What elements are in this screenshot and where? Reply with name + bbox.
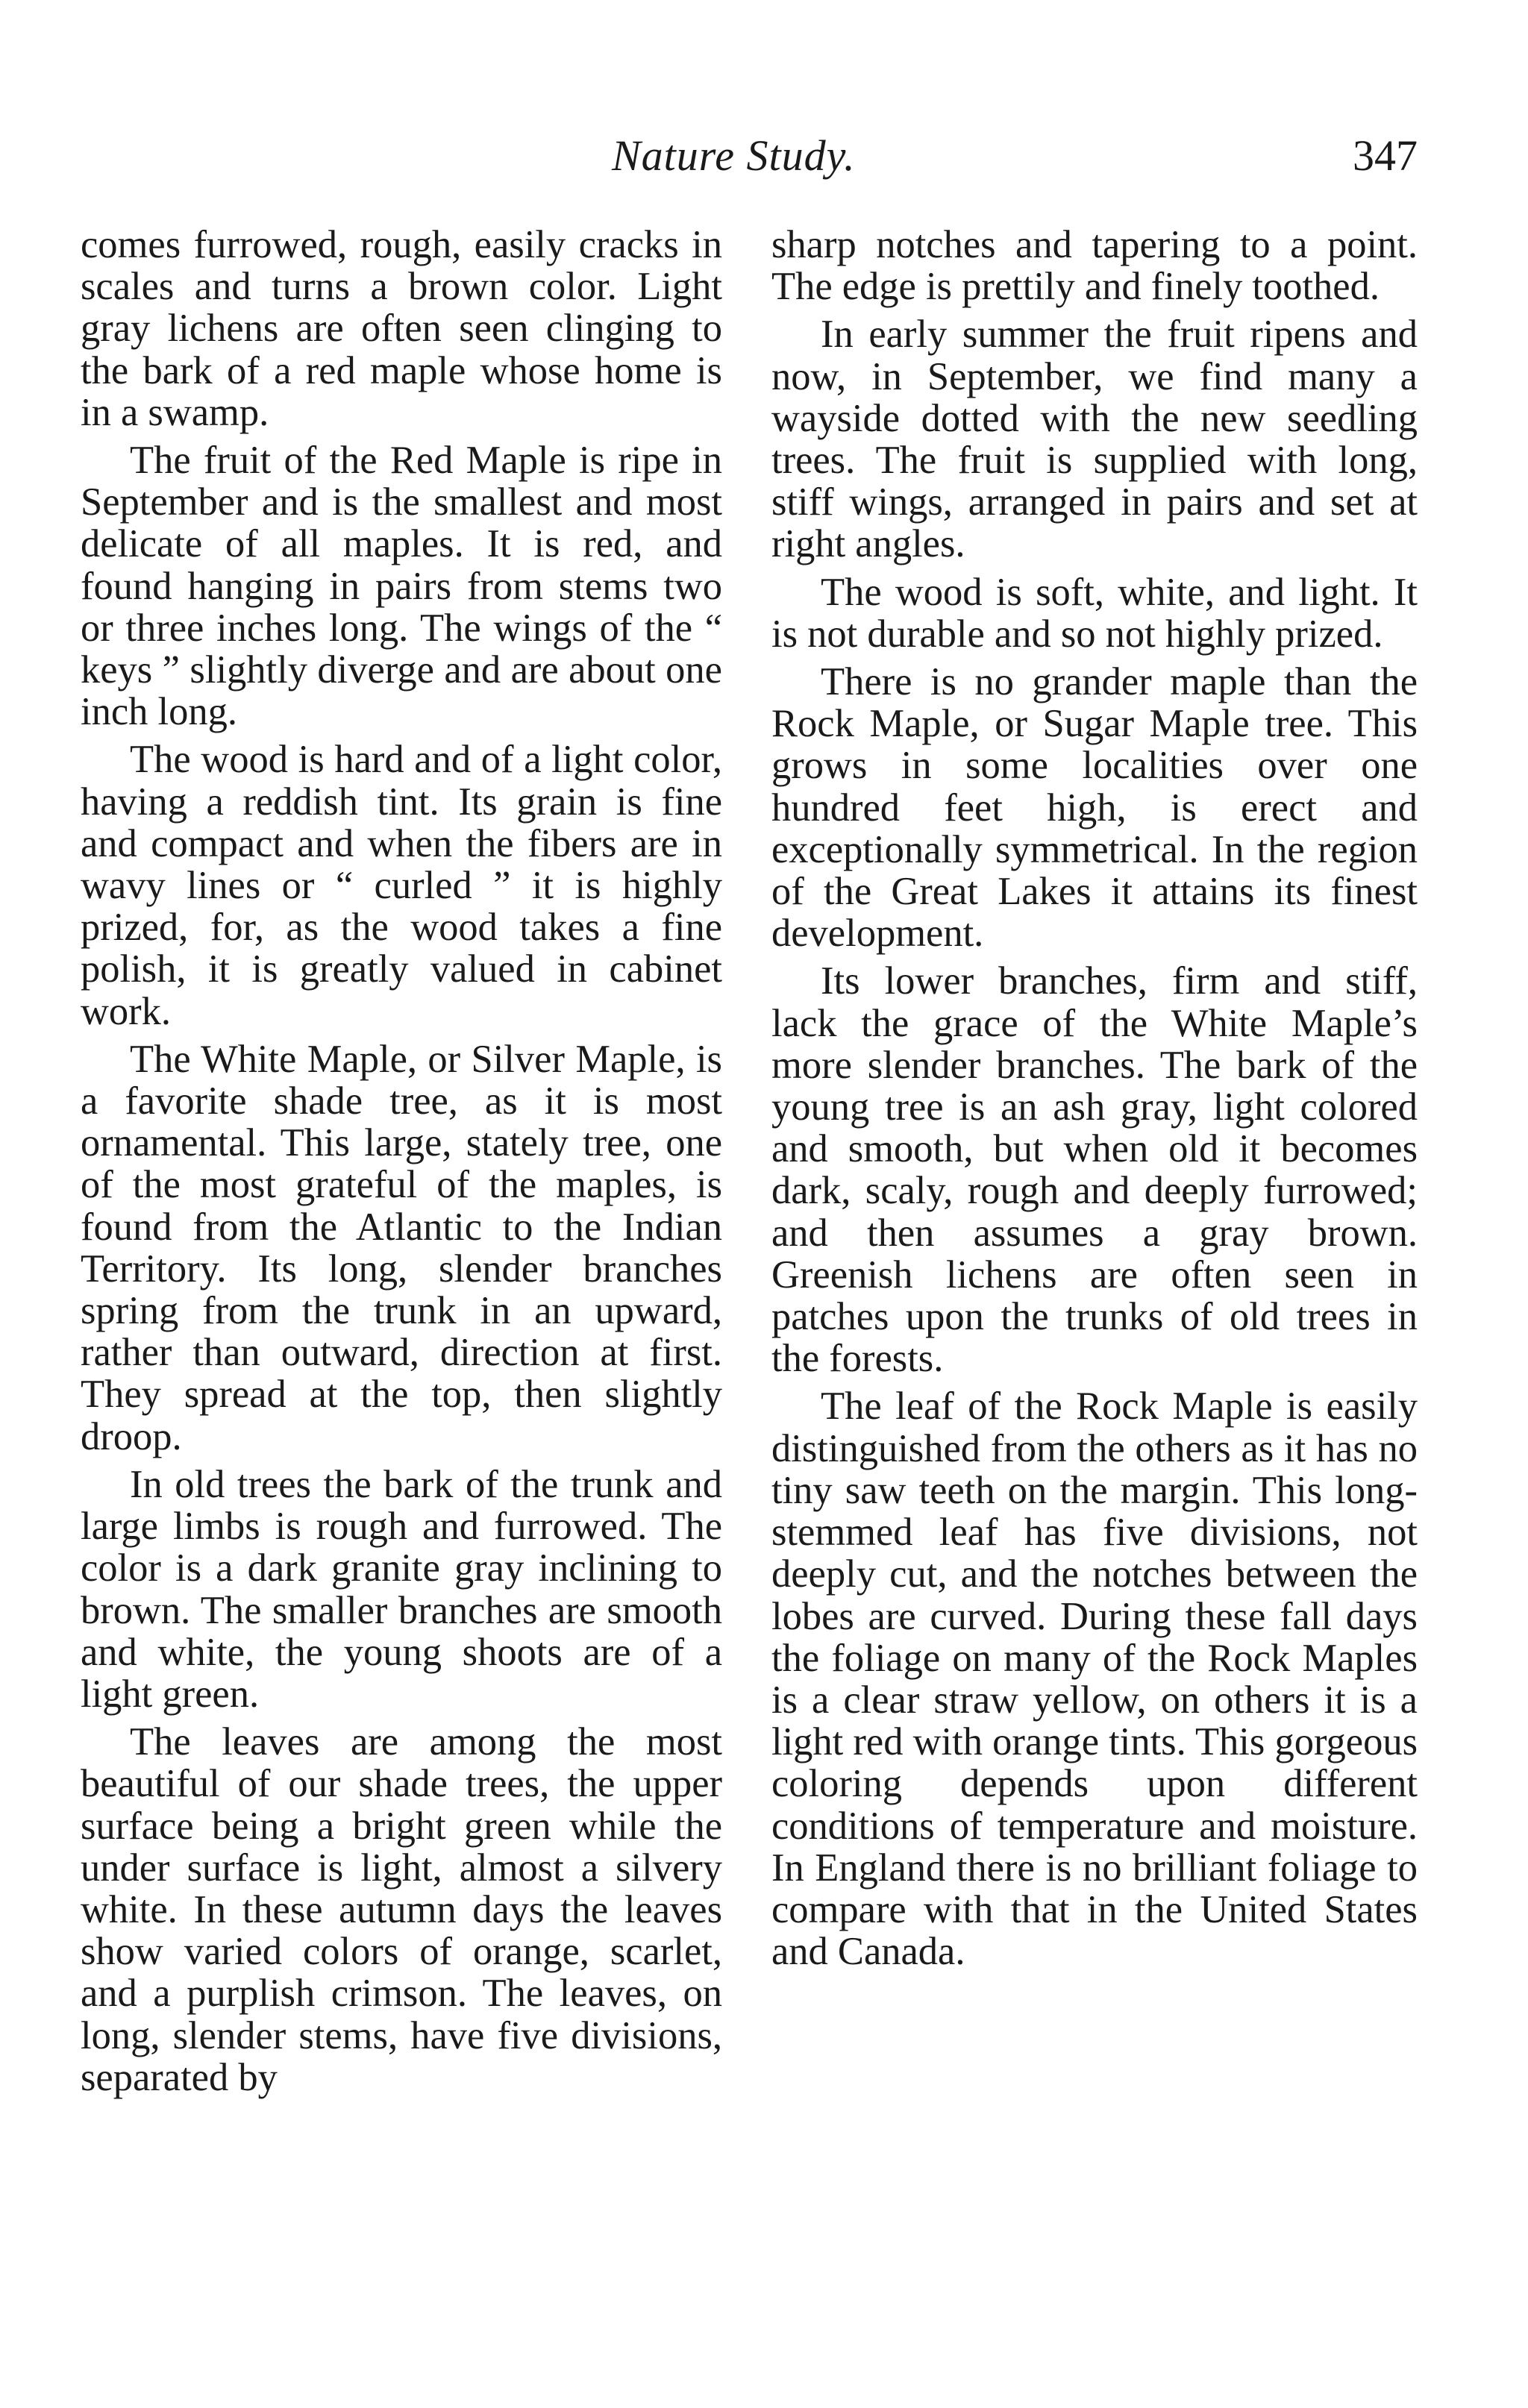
paragraph: The fruit of the Red Maple is ripe in September and is the smallest and most delicate of all maples. It is red, and found hanging in pairs from stems two or three inches long. The wings of the “ keys ” slightly diverge and are about one inch long. [81,439,722,734]
paragraph: Its lower branches, firm and stiff, lack the grace of the White Maple’s more slender branches. The bark of the young tree is an ash gray, light colored and smooth, but when old it becomes dark, scaly, rough and deeply furrowed; and then assumes a gray brown. Greenish lichens are often seen in patches upon the trunks of old trees in the forests. [771,959,1418,1381]
running-head [75,131,1418,183]
paragraph: The wood is soft, white, and light. It is not durable and so not highly prized. [771,570,1418,656]
paragraph: The leaf of the Rock Maple is easily distinguished from the others as it has no tiny saw teeth on the margin. This long-stemmed leaf has five divisions, not deeply cut, and the notches between the lobes are curved. During these fall days the foliage on many of the Rock Maples is a clear straw yellow, on others it is a light red with orange tints. This gorgeous coloring depends upon different conditions of temperature and moisture. In England there is no brilliant foliage to compare with that in the United States and Canada. [771,1385,1418,1974]
paragraph: There is no grander maple than the Rock Maple, or Sugar Maple tree. This grows in some localities over one hundred feet high, is erect and exceptionally symmetrical. In the region of the Great Lakes it attains its finest development. [771,660,1418,956]
paragraph: The leaves are among the most beautiful of our shade trees, the upper surface being a bright green while the under surface is light, almost a silvery white. In these autumn days the leaves show varied colors of orange, scarlet, and a purplish crimson. The leaves, on long, slender stems, have five divisions, separated by [81,1720,722,2099]
right-column [771,224,1418,1978]
paragraph: The White Maple, or Silver Maple, is a favorite shade tree, as it is most ornamental. This large, stately tree, one of the most grateful of the maples, is found from the Atlantic to the Indian Territory. Its long, slender branches spring from the trunk in an upward, rather than outward, direction at first. They spread at the top, then slightly droop. [81,1037,722,1458]
running-title: Nature Study. [612,131,856,180]
paragraph: In old trees the bark of the trunk and large limbs is rough and furrowed. The color is a dark granite gray inclining to brown. The smaller branches are smooth and white, the young shoots are of a light green. [81,1462,722,1716]
page-number: 347 [1353,131,1418,180]
paragraph: In early summer the fruit ripens and now, in September, we find many a wayside dotted with the new seedling trees. The fruit is supplied with long, stiff wings, arranged in pairs and set at right angles. [771,313,1418,566]
paragraph: comes furrowed, rough, easily cracks in scales and turns a brown color. Light gray lichens are often seen clinging to the bark of a red maple whose home is in a swamp. [81,223,722,434]
paragraph: sharp notches and tapering to a point. The edge is prettily and finely toothed. [771,223,1418,309]
left-column [81,224,722,2104]
paragraph: The wood is hard and of a light color, having a reddish tint. Its grain is fine and compact and when the fibers are in wavy lines or “ curled ” it is highly prized, for, as the wood takes a fine polish, it is greatly valued in cabinet work. [81,738,722,1033]
